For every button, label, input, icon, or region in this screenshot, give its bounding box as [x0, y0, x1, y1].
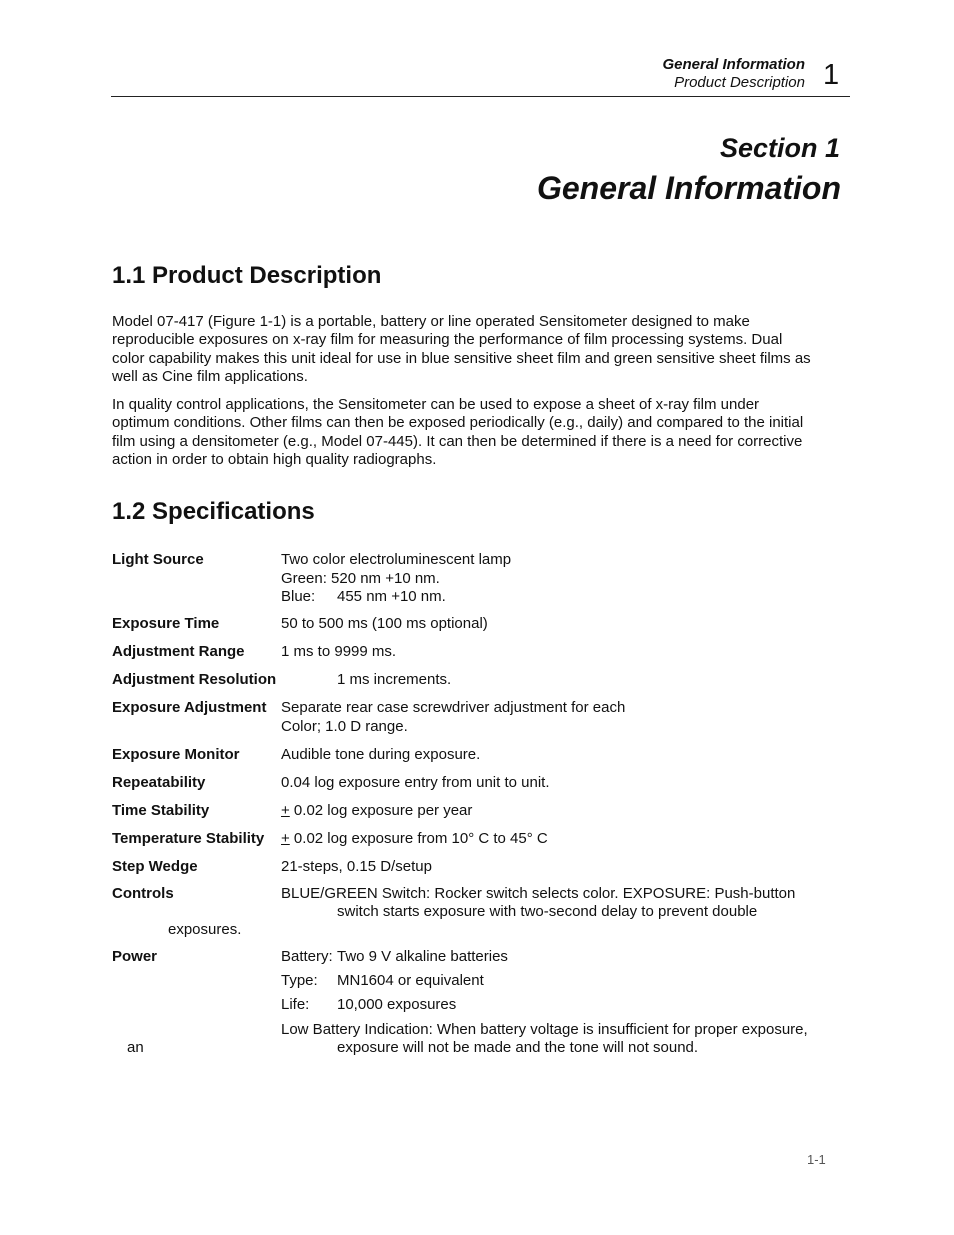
text-line: color capability makes this unit ideal for use in blue sensitive sheet film and green sensitive sheet films as: [112, 349, 811, 367]
power-low-battery-line1: Low Battery Indication: When battery voltage is insufficient for proper exposure,: [281, 1021, 808, 1038]
blue-value: 455 nm +10 nm.: [337, 588, 446, 605]
text-line: [281, 588, 511, 607]
text-line: Two color electroluminescent lamp: [281, 551, 512, 568]
text-line: well as Cine film applications.: [112, 367, 308, 385]
power-low-battery-line2: exposure will not be made and the tone will not sound.: [337, 1039, 699, 1056]
plus-minus-symbol: +: [281, 802, 290, 819]
spec-term-repeatability: Repeatability: [112, 774, 206, 791]
text-line: Model 07-417 (Figure 1-1) is a portable, battery or line operated Sensitometer designed to make: [112, 313, 750, 330]
product-description-paragraph-1: [112, 313, 847, 386]
spec-term-adjustment-resolution: Adjustment Resolution: [112, 671, 277, 688]
spec-value-exposure-time: 50 to 500 ms (100 ms optional): [281, 615, 488, 632]
spec-value-temperature-stability: [281, 830, 548, 849]
spec-value-step-wedge: 21-steps, 0.15 D/setup: [281, 858, 432, 875]
spec-term-controls: Controls: [112, 885, 174, 902]
power-battery-value: Two 9 V alkaline batteries: [337, 948, 508, 965]
text-line: reproducible exposures on x-ray film for measuring the performance of film processing systems. Dual: [112, 331, 783, 349]
power-type-label: Type:: [281, 972, 318, 989]
text-line: action in order to obtain high quality radiographs.: [112, 450, 437, 468]
text-line: Separate rear case screwdriver adjustment for each: [281, 699, 626, 716]
text-line: Green: 520 nm +10 nm.: [281, 569, 440, 587]
product-description-paragraph-2: [112, 396, 847, 469]
spec-term-step-wedge: Step Wedge: [112, 858, 198, 875]
spec-term-light-source: Light Source: [112, 551, 204, 568]
time-stability-text: 0.02 log exposure per year: [289, 802, 473, 819]
running-header-chapter: General Information: [662, 56, 805, 73]
spec-value-exposure-monitor: Audible tone during exposure.: [281, 746, 481, 763]
page-number: 1-1: [807, 1152, 826, 1167]
spec-term-adjustment-range: Adjustment Range: [112, 643, 245, 660]
power-battery-label: Battery:: [281, 948, 333, 965]
power-life-value: 10,000 exposures: [337, 996, 457, 1013]
running-header: [662, 56, 805, 92]
chapter-number: 1: [823, 59, 840, 91]
spec-value-light-source: [281, 551, 511, 607]
spec-value-adjustment-range: 1 ms to 9999 ms.: [281, 643, 397, 660]
spec-value-time-stability: [281, 802, 472, 821]
product-description-heading: 1.1 Product Description: [112, 262, 382, 289]
power-life-label: Life:: [281, 996, 310, 1013]
plus-minus-symbol: +: [281, 830, 290, 847]
spec-value-adjustment-resolution: 1 ms increments.: [337, 671, 452, 688]
spec-value-exposure-adjustment: [281, 699, 625, 736]
text-line: In quality control applications, the Sensitometer can be used to expose a sheet of x-ray film under: [112, 396, 760, 413]
power-low-battery-prefix: an: [127, 1039, 144, 1056]
running-header-section: Product Description: [674, 74, 805, 91]
specifications-heading: 1.2 Specifications: [112, 498, 315, 525]
spec-value-controls-line1: BLUE/GREEN Switch: Rocker switch selects color. EXPOSURE: Push-button: [281, 885, 796, 902]
spec-term-exposure-adjustment: Exposure Adjustment: [112, 699, 267, 716]
spec-term-power: Power: [112, 948, 158, 965]
spec-value-controls-line3: exposures.: [168, 921, 242, 938]
text-line: Color; 1.0 D range.: [281, 717, 408, 735]
blue-label: Blue:: [281, 588, 316, 605]
power-type-value: MN1604 or equivalent: [337, 972, 484, 989]
spec-term-exposure-time: Exposure Time: [112, 615, 220, 632]
temperature-stability-text: 0.02 log exposure from 10° C to 45° C: [289, 830, 548, 847]
section-label: Section 1: [719, 133, 840, 163]
page-title: General Information: [536, 170, 841, 206]
text-line: film using a densitometer (e.g., Model 07-445). It can then be determined if there is a need for corrective: [112, 432, 803, 450]
spec-term-exposure-monitor: Exposure Monitor: [112, 746, 240, 763]
header-rule: [111, 96, 850, 97]
spec-term-time-stability: Time Stability: [112, 802, 210, 819]
spec-term-temperature-stability: Temperature Stability: [112, 830, 265, 847]
text-line: optimum conditions. Other films can then be exposed periodically (e.g., daily) and compared to the initial: [112, 414, 804, 432]
spec-value-repeatability: 0.04 log exposure entry from unit to unit.: [281, 774, 550, 791]
spec-value-controls-line2: switch starts exposure with two-second delay to prevent double: [337, 903, 758, 920]
